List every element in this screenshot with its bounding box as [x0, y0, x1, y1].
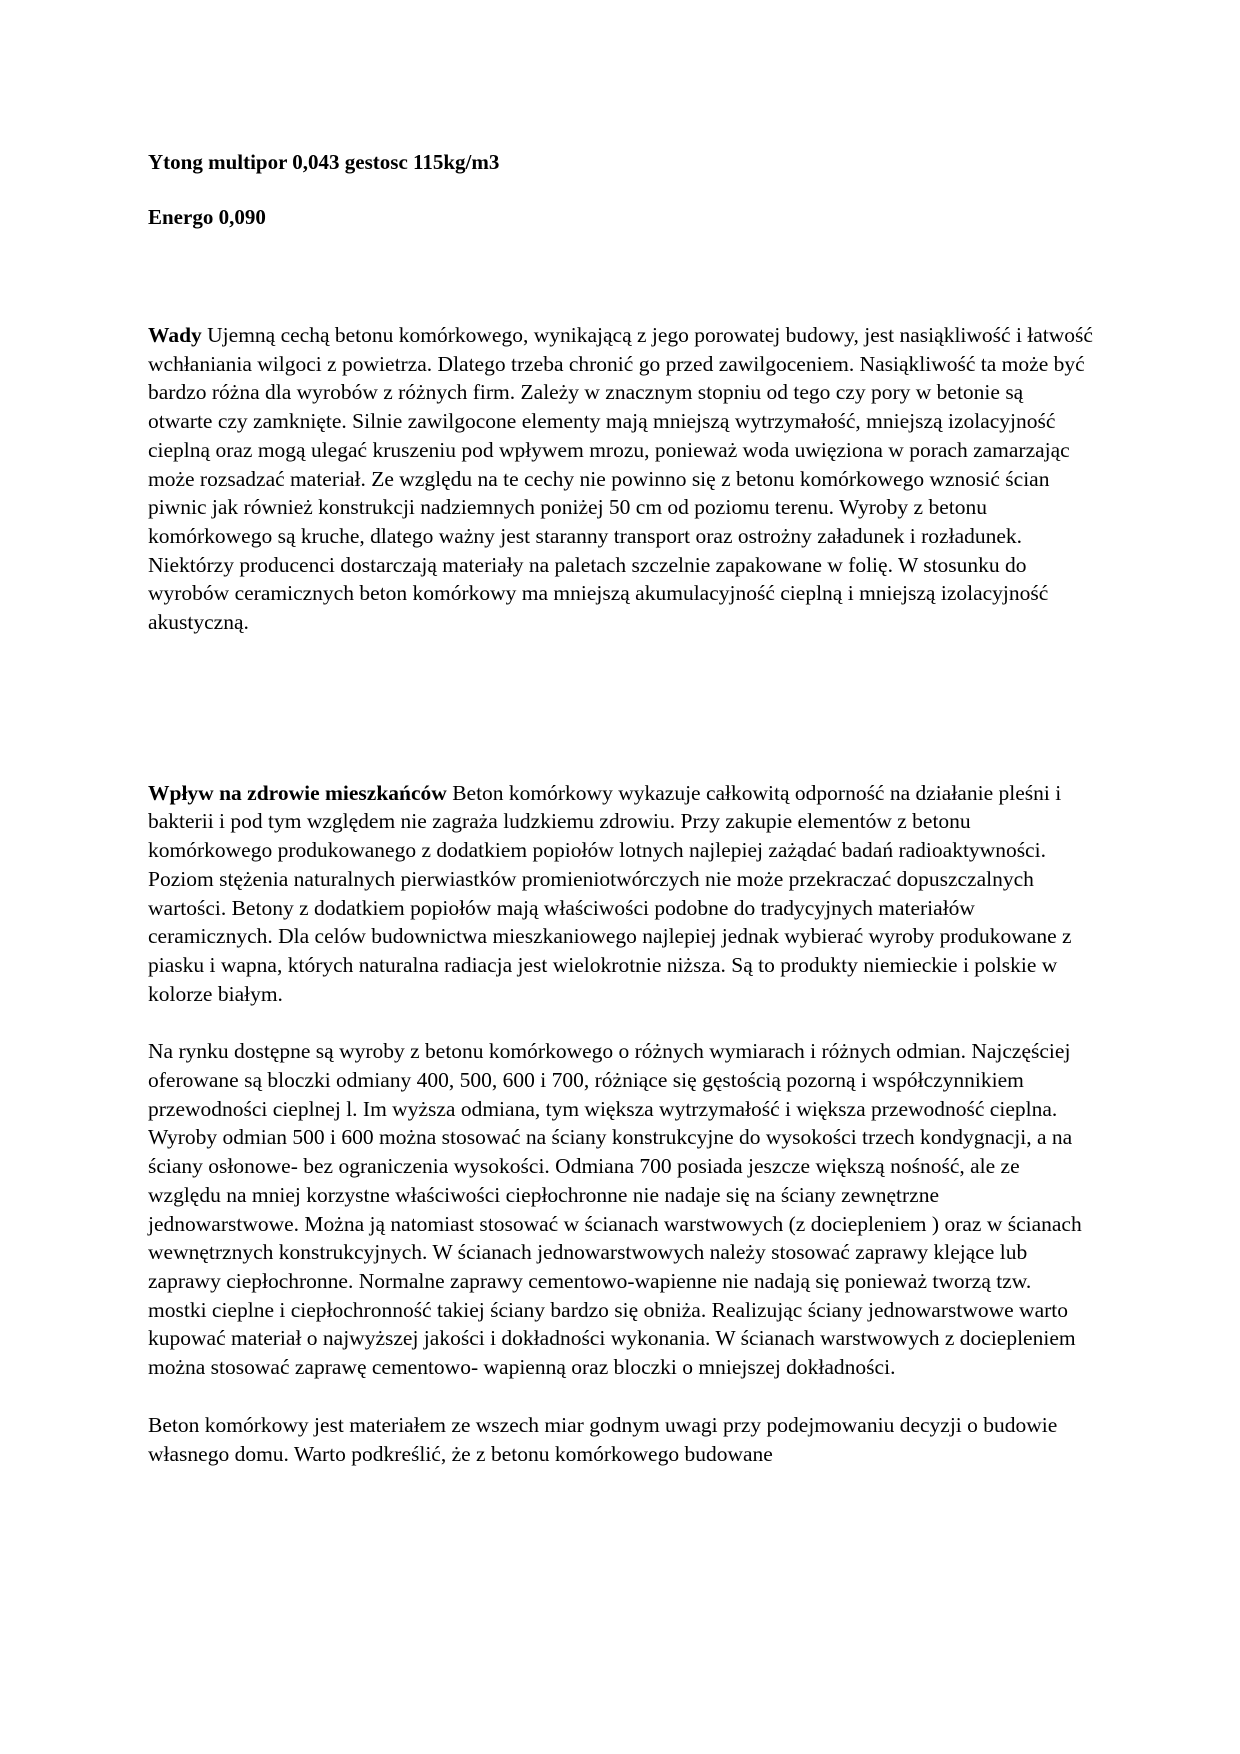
paragraph-beton: Beton komórkowy jest materiałem ze wszech miar godnym uwagi przy podejmowaniu decyzji o budowie własnego domu. Warto podkreślić, że z betonu komórkowego budowane [148, 1412, 1058, 1466]
paragraph-rynek: Na rynku dostępne są wyroby z betonu komórkowego o różnych wymiarach i różnych odmian. Najczęściej oferowane są bloczki odmiany 400, 500, 600 i 700, różniące się gęstością pozorną i współczynnikiem przewodności cieplnej l. Im wyższa odmiana, tym większa wytrzymałość i większa przewodność cieplna. Wyroby odmian 500 i 600 można stosować na ściany konstrukcyjne do wysokości trzech kondygnacji, a na ściany osłonowe- bez ograniczenia wysokości. Odmiana 700 posiada jeszcze większą nośność, ale ze względu na mniej korzystne właściwości ciepłochronne nie nadaje się na ściany zewnętrzne jednowarstwowe. Można ją natomiast stosować w ścianach warstwowych (z dociepleniem ) oraz w ścianach wewnętrznych konstrukcyjnych. W ścianach jednowarstwowych należy stosować zaprawy klejące lub zaprawy ciepłochronne. Normalne zaprawy cementowo-wapienne nie nadają się ponieważ tworzą tzw. mostki cieplne i ciepłochronność takiej ściany bardzo się obniża. Realizując ściany jednowarstwowe warto kupować materiał o najwyższej jakości i dokładności wykonania. W ścianach warstwowych z dociepleniem można stosować zaprawę cementowo- wapienną oraz bloczki o mniejszej dokładności. [148, 1039, 1082, 1380]
heading-energo: Energo 0,090 [148, 205, 266, 229]
paragraph-wplyw-label: Wpływ na zdrowie mieszkańców [148, 780, 447, 805]
heading-ytong: Ytong multipor 0,043 gestosc 115kg/m3 [148, 150, 500, 174]
paragraph-wplyw [148, 779, 1093, 1009]
paragraph-wady-text: Ujemną cechą betonu komórkowego, wynikającą z jego porowatej budowy, jest nasiąkliwość i łatwość wchłaniania wilgoci z powietrza. Dlatego trzeba chronić go przed zawilgoceniem. Nasiąkliwość ta może być bardzo różna dla wyrobów z różnych firm. Zależy w znacznym stopniu od tego czy pory w betonie są otwarte czy zamknięte. Silnie zawilgocone elementy mają mniejszą wytrzymałość, mniejszą izolacyjność cieplną oraz mogą ulegać kruszeniu pod wpływem mrozu, ponieważ woda uwięziona w porach zamarzając może rozsadzać materiał. Ze względu na te cechy nie powinno się z betonu komórkowego wznosić ścian piwnic jak również konstrukcji nadziemnych poniżej 50 cm od poziomu terenu. Wyroby z betonu komórkowego są kruche, dlatego ważny jest staranny transport oraz ostrożny załadunek i rozładunek. Niektórzy producenci dostarczają materiały na paletach szczelnie zapakowane w folię. W stosunku do wyrobów ceramicznych beton komórkowy ma mniejszą akumulacyjność cieplną i mniejszą izolacyjność akustyczną. [148, 323, 1093, 635]
document-page [148, 148, 1093, 1468]
paragraph-wplyw-text: Beton komórkowy wykazuje całkowitą odporność na działanie pleśni i bakterii i pod tym względem nie zagraża ludzkiemu zdrowiu. Przy zakupie elementów z betonu komórkowego produkowanego z dodatkiem popiołów lotnych najlepiej zażądać badań radioaktywności. Poziom stężenia naturalnych pierwiastków promieniotwórczych nie może przekraczać dopuszczalnych wartości. Betony z dodatkiem popiołów mają właściwości podobne do tradycyjnych materiałów ceramicznych. Dla celów budownictwa mieszkaniowego najlepiej jednak wybierać wyroby produkowane z piasku i wapna, których naturalna radiacja jest wielokrotnie niższa. Są to produkty niemieckie i polskie w kolorze białym. [148, 780, 1072, 1006]
paragraph-wady [148, 321, 1093, 637]
paragraph-wady-label: Wady [148, 323, 202, 347]
